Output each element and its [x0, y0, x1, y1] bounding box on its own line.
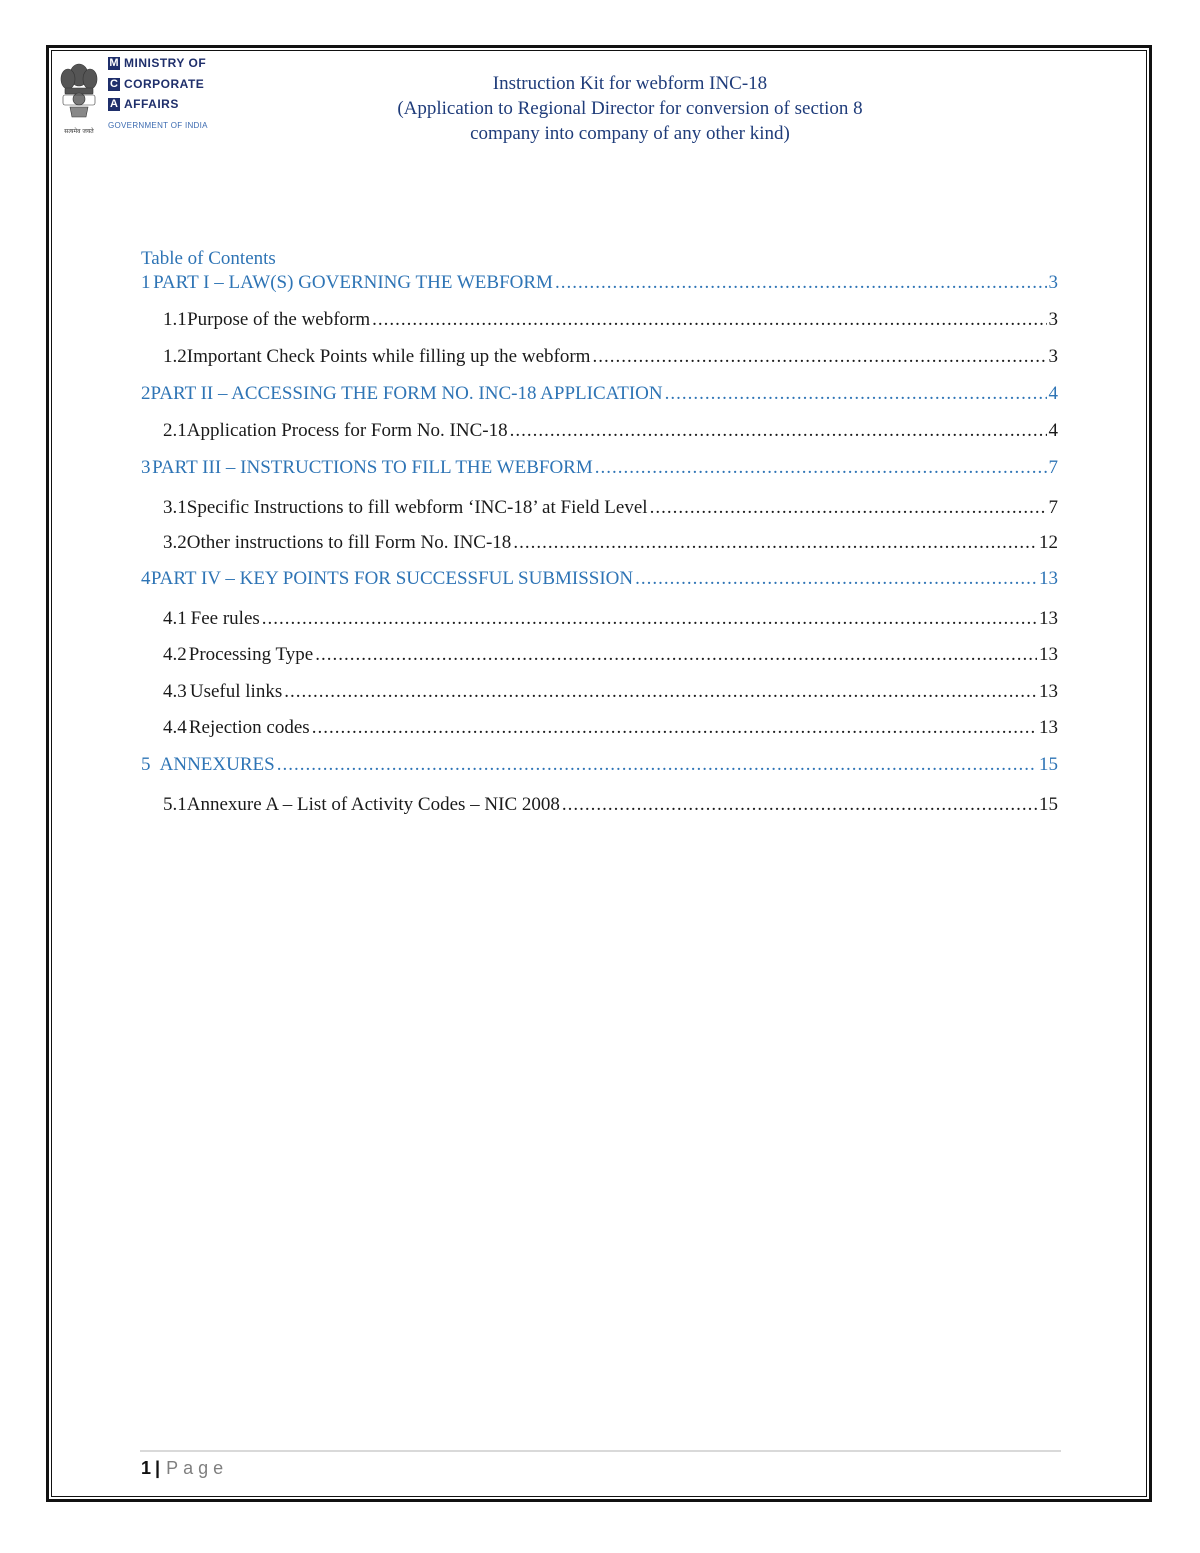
toc-number: 4.3 [163, 681, 187, 702]
logo-line-ministry [108, 55, 206, 71]
toc-title: Other instructions to fill Form No. INC-18 [186, 532, 512, 553]
logo-word: AFFAIRS [124, 97, 179, 111]
footer-separator: | [155, 1458, 161, 1478]
toc-title: Useful links [189, 681, 283, 702]
toc-title: Fee rules [190, 608, 260, 629]
toc-heading: Table of Contents [141, 248, 276, 269]
toc-page: 3 [1048, 272, 1058, 293]
toc-title: Purpose of the webform [187, 309, 371, 330]
toc-leader [650, 497, 1047, 519]
toc-leader [510, 420, 1047, 442]
toc-leader [562, 794, 1037, 816]
toc-entry-4-2[interactable] [141, 644, 1058, 674]
page-footer [141, 1458, 228, 1479]
toc-entry-part-2[interactable] [141, 383, 1058, 413]
toc-page: 12 [1039, 532, 1058, 553]
toc-leader [595, 457, 1047, 479]
emblem-caption: सत्यमेव जयते [64, 128, 94, 135]
toc-entry-3-2[interactable] [141, 532, 1058, 562]
toc-title: Application Process for Form No. INC-18 [186, 420, 508, 441]
toc-entry-part-1[interactable] [141, 272, 1058, 302]
toc-number: 3.1 [163, 497, 187, 518]
toc-entry-2-1[interactable] [141, 420, 1058, 450]
toc-title: Processing Type [188, 644, 314, 665]
toc-number: 1 [141, 272, 151, 293]
toc-number: 2 [141, 383, 151, 404]
toc-number: 4.1 [163, 608, 187, 629]
toc-page: 4 [1048, 383, 1058, 404]
toc-page: 7 [1048, 457, 1058, 478]
toc-page: 15 [1039, 794, 1058, 815]
toc-page: 3 [1048, 346, 1058, 367]
toc-entry-4-1[interactable] [141, 608, 1058, 638]
toc-number: 4.2 [163, 644, 187, 665]
toc-entry-3-1[interactable] [141, 497, 1058, 527]
toc-page: 13 [1039, 644, 1058, 665]
national-emblem-icon [56, 55, 102, 135]
toc-number: 4.4 [163, 717, 187, 738]
logo-line-affairs [108, 96, 179, 112]
toc-entry-part-3[interactable] [141, 457, 1058, 487]
toc-title: ANNEXURES [159, 754, 275, 775]
toc-number: 1.1 [163, 309, 187, 330]
toc-leader [372, 309, 1046, 331]
toc-title: PART III – INSTRUCTIONS TO FILL THE WEBFORM [152, 457, 593, 478]
toc-entry-1-2[interactable] [141, 346, 1058, 376]
toc-page: 15 [1039, 754, 1058, 775]
toc-entry-4-3[interactable] [141, 681, 1058, 711]
logo-word: MINISTRY OF [124, 56, 207, 70]
logo-word: CORPORATE [124, 77, 205, 91]
title-line-3: company into company of any other kind) [470, 123, 790, 144]
toc-number: 2.1 [163, 420, 187, 441]
toc-page: 13 [1039, 717, 1058, 738]
title-line-1: Instruction Kit for webform INC-18 [492, 73, 768, 94]
toc-leader [262, 608, 1037, 630]
toc-title: PART I – LAW(S) GOVERNING THE WEBFORM [153, 272, 553, 293]
toc-entry-4-4[interactable] [141, 717, 1058, 747]
toc-page: 7 [1048, 497, 1058, 518]
toc-number: 1.2 [163, 346, 187, 367]
toc-page: 4 [1048, 420, 1058, 441]
toc-page: 13 [1039, 681, 1058, 702]
toc-leader [315, 644, 1037, 666]
toc-title: Specific Instructions to fill webform ‘INC-18’ at Field Level [186, 497, 648, 518]
logo-line-corporate [108, 76, 204, 92]
toc-entry-1-1[interactable] [141, 309, 1058, 339]
toc-leader [312, 717, 1037, 739]
toc-leader [635, 568, 1037, 590]
title-line-2: (Application to Regional Director for conversion of section 8 [397, 98, 863, 119]
toc-leader [555, 272, 1047, 294]
toc-number: 4 [141, 568, 151, 589]
toc-leader [513, 532, 1037, 554]
toc-title: PART IV – KEY POINTS FOR SUCCESSFUL SUBMISSION [150, 568, 634, 589]
document-title [330, 71, 930, 146]
footer-divider [140, 1450, 1061, 1452]
toc-number: 5 [141, 754, 151, 775]
footer-page-word: Page [166, 1458, 229, 1478]
toc-number: 5.1 [163, 794, 187, 815]
toc-page: 13 [1039, 608, 1058, 629]
toc-title: PART II – ACCESSING THE FORM NO. INC-18 APPLICATION [150, 383, 663, 404]
footer-page-number: 1 [141, 1458, 152, 1478]
toc-entry-5-1[interactable] [141, 794, 1058, 824]
toc-title: Important Check Points while filling up the webform [186, 346, 591, 367]
logo-letter: M [109, 56, 119, 69]
toc-page: 13 [1039, 568, 1058, 589]
toc-title: Rejection codes [188, 717, 310, 738]
toc-leader [284, 681, 1037, 703]
toc-entry-part-4[interactable] [141, 568, 1058, 598]
toc-page: 3 [1048, 309, 1058, 330]
toc-number: 3.2 [163, 532, 187, 553]
toc-entry-part-5[interactable] [141, 754, 1058, 784]
toc-title: Annexure A – List of Activity Codes – NIC 2008 [186, 794, 560, 815]
toc-leader [277, 754, 1037, 776]
logo-letter: C [108, 78, 120, 91]
toc-number: 3 [141, 457, 151, 478]
logo-government: GOVERNMENT OF INDIA [108, 121, 208, 130]
toc-leader [592, 346, 1046, 368]
logo-letter: A [108, 98, 120, 111]
toc-leader [665, 383, 1047, 405]
mca-logo [56, 55, 236, 135]
